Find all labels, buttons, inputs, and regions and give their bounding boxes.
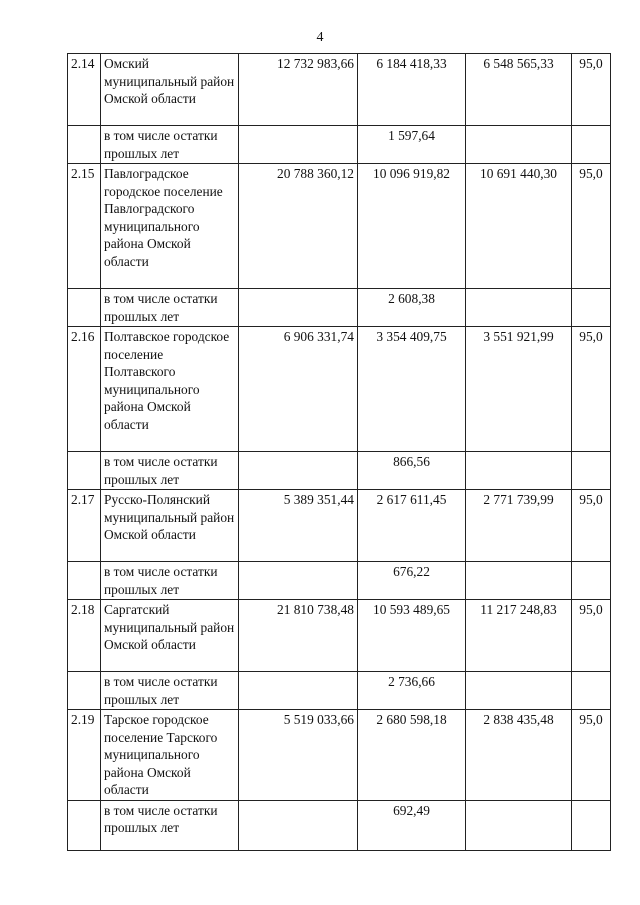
subrow-label: в том числе остатки прошлых лет	[101, 800, 239, 850]
municipality-name: Омский муниципальный район Омской области	[101, 54, 239, 126]
table-subrow	[68, 289, 611, 327]
amount-year-1: 10 096 919,82	[358, 164, 466, 289]
subrow-total-empty	[239, 672, 358, 710]
subrow-year-2-empty	[466, 452, 572, 490]
percent: 95,0	[572, 600, 611, 672]
percent: 95,0	[572, 327, 611, 452]
amount-year-1: 2 617 611,45	[358, 490, 466, 562]
budget-table	[67, 53, 611, 851]
amount-year-2: 11 217 248,83	[466, 600, 572, 672]
row-number: 2.14	[68, 54, 101, 126]
row-number-continuation	[68, 452, 101, 490]
subrow-total-empty	[239, 289, 358, 327]
row-number-continuation	[68, 672, 101, 710]
row-number-continuation	[68, 289, 101, 327]
amount-total: 21 810 738,48	[239, 600, 358, 672]
subrow-value: 692,49	[358, 800, 466, 850]
row-number-continuation	[68, 562, 101, 600]
municipality-name: Тарское городское поселение Тарского муниципального района Омской области	[101, 710, 239, 801]
subrow-label: в том числе остатки прошлых лет	[101, 126, 239, 164]
table-row	[68, 490, 611, 562]
subrow-percent-empty	[572, 452, 611, 490]
subrow-year-2-empty	[466, 289, 572, 327]
table-row	[68, 164, 611, 289]
subrow-percent-empty	[572, 800, 611, 850]
subrow-value: 1 597,64	[358, 126, 466, 164]
municipality-name: Павлоградское городское поселение Павлоградского муниципального района Омской области	[101, 164, 239, 289]
subrow-label: в том числе остатки прошлых лет	[101, 289, 239, 327]
table-row	[68, 327, 611, 452]
subrow-percent-empty	[572, 289, 611, 327]
subrow-value: 2 608,38	[358, 289, 466, 327]
percent: 95,0	[572, 490, 611, 562]
percent: 95,0	[572, 54, 611, 126]
amount-total: 5 519 033,66	[239, 710, 358, 801]
row-number: 2.16	[68, 327, 101, 452]
amount-year-2: 2 771 739,99	[466, 490, 572, 562]
subrow-year-2-empty	[466, 562, 572, 600]
amount-year-2: 10 691 440,30	[466, 164, 572, 289]
row-number: 2.17	[68, 490, 101, 562]
table-row	[68, 710, 611, 801]
page-number: 4	[316, 30, 324, 45]
row-number-continuation	[68, 800, 101, 850]
subrow-total-empty	[239, 562, 358, 600]
row-number: 2.18	[68, 600, 101, 672]
subrow-percent-empty	[572, 126, 611, 164]
amount-total: 6 906 331,74	[239, 327, 358, 452]
amount-year-1: 10 593 489,65	[358, 600, 466, 672]
subrow-label: в том числе остатки прошлых лет	[101, 562, 239, 600]
row-number: 2.15	[68, 164, 101, 289]
subrow-value: 866,56	[358, 452, 466, 490]
municipality-name: Русско-Полянский муниципальный район Омской области	[101, 490, 239, 562]
subrow-total-empty	[239, 452, 358, 490]
municipality-name: Саргатский муниципальный район Омской области	[101, 600, 239, 672]
amount-total: 20 788 360,12	[239, 164, 358, 289]
subrow-year-2-empty	[466, 672, 572, 710]
percent: 95,0	[572, 710, 611, 801]
subrow-value: 676,22	[358, 562, 466, 600]
table-subrow	[68, 672, 611, 710]
table-subrow	[68, 562, 611, 600]
subrow-year-2-empty	[466, 800, 572, 850]
subrow-year-2-empty	[466, 126, 572, 164]
percent: 95,0	[572, 164, 611, 289]
subrow-total-empty	[239, 800, 358, 850]
subrow-percent-empty	[572, 672, 611, 710]
amount-total: 5 389 351,44	[239, 490, 358, 562]
municipality-name: Полтавское городское поселение Полтавского муниципального района Омской области	[101, 327, 239, 452]
amount-year-1: 6 184 418,33	[358, 54, 466, 126]
table-subrow	[68, 452, 611, 490]
table-row	[68, 600, 611, 672]
subrow-total-empty	[239, 126, 358, 164]
table-row	[68, 54, 611, 126]
amount-year-1: 3 354 409,75	[358, 327, 466, 452]
table-subrow	[68, 800, 611, 850]
subrow-percent-empty	[572, 562, 611, 600]
row-number: 2.19	[68, 710, 101, 801]
amount-year-2: 6 548 565,33	[466, 54, 572, 126]
amount-total: 12 732 983,66	[239, 54, 358, 126]
amount-year-1: 2 680 598,18	[358, 710, 466, 801]
amount-year-2: 2 838 435,48	[466, 710, 572, 801]
subrow-label: в том числе остатки прошлых лет	[101, 672, 239, 710]
subrow-value: 2 736,66	[358, 672, 466, 710]
table-subrow	[68, 126, 611, 164]
subrow-label: в том числе остатки прошлых лет	[101, 452, 239, 490]
amount-year-2: 3 551 921,99	[466, 327, 572, 452]
row-number-continuation	[68, 126, 101, 164]
